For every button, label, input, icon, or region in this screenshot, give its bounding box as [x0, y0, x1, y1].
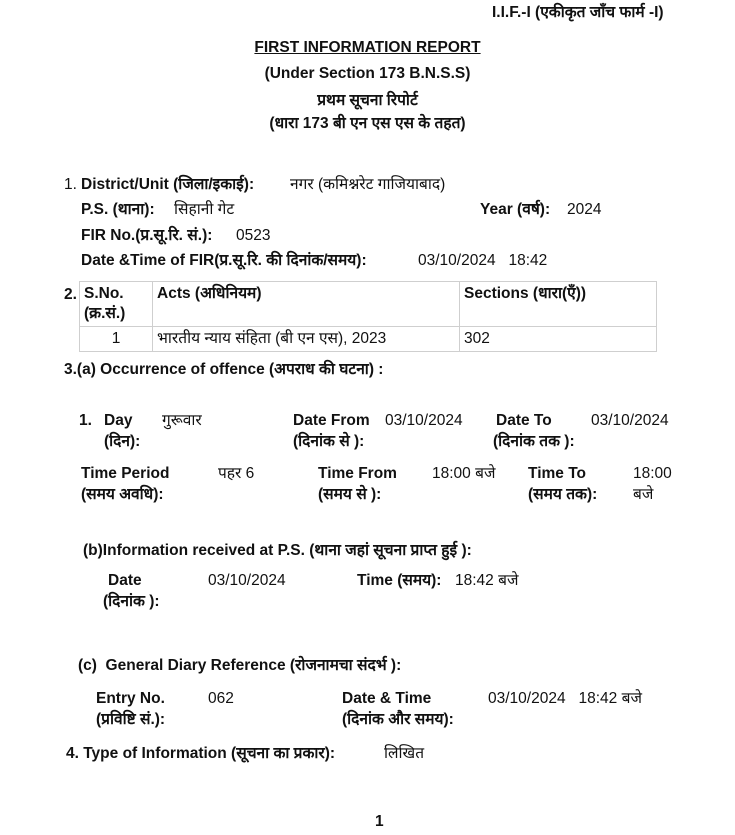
general-diary-heading: (c) General Diary Reference (रोजनामचा संदर्भ ): — [78, 657, 402, 674]
sections-header: Sections (धारा(एँ)) — [460, 282, 657, 327]
report-title-hindi: प्रथम सूचना रिपोर्ट — [317, 92, 418, 109]
date-to-label: Date To — [496, 412, 552, 429]
acts-header: Acts (अधिनियम) — [153, 282, 460, 327]
sno-header-hi: (क्र.सं.) — [84, 305, 126, 322]
district-label: District/Unit (जिला/इकाई): — [81, 176, 255, 193]
info-time-value: 18:42 बजे — [455, 572, 519, 589]
district-value: नगर (कमिश्नरेट गाजियाबाद) — [290, 176, 446, 193]
year-label: Year (वर्ष): — [480, 201, 551, 218]
page-number: 1 — [375, 813, 384, 830]
ps-value: सिहानी गेट — [174, 201, 235, 218]
info-received-heading: (b)Information received at P.S. (थाना जहां सूचना प्राप्त हुई ): — [83, 542, 472, 559]
time-to-unit: बजे — [633, 486, 654, 503]
entry-number-value: 062 — [208, 690, 234, 707]
gd-datetime-value: 03/10/2024 18:42 बजे — [488, 690, 642, 707]
day-value: गुरूवार — [162, 412, 202, 429]
entry-number-label: Entry No. — [96, 690, 165, 707]
info-type-label: 4. Type of Information (सूचना का प्रकार): — [66, 745, 336, 762]
info-type-value: लिखित — [384, 745, 425, 762]
time-to-label: Time To — [528, 465, 586, 482]
gd-datetime-label: Date & Time — [342, 690, 432, 707]
gd-datetime-label-hindi: (दिनांक और समय): — [342, 711, 454, 728]
report-title: FIRST INFORMATION REPORT — [254, 39, 481, 56]
day-label-hindi: (दिन): — [104, 433, 141, 450]
time-period-value: पहर 6 — [218, 465, 255, 482]
sno-header-en: S.No. — [84, 285, 124, 302]
fir-datetime-label: Date &Time of FIR(प्र.सू.रि. की दिनांक/समय): — [81, 252, 367, 269]
table-row — [80, 327, 657, 352]
form-code: I.I.F.-I (एकीकृत जाँच फार्म -I) — [492, 4, 664, 21]
day-number: 1. — [79, 412, 92, 429]
info-date-label: Date — [108, 572, 142, 589]
info-time-label: Time (समय): — [357, 572, 442, 589]
info-date-label-hindi: (दिनांक ): — [103, 593, 160, 610]
sno-header — [80, 282, 153, 327]
occurrence-heading: 3.(a) Occurrence of offence (अपराध की घटना) : — [64, 361, 384, 378]
time-from-value: 18:00 बजे — [432, 465, 496, 482]
time-from-label-hindi: (समय से ): — [318, 486, 382, 503]
report-subtitle-hindi: (धारा 173 बी एन एस एस के तहत) — [269, 115, 466, 132]
year-value: 2024 — [567, 201, 602, 218]
section2-number: 2. — [64, 286, 77, 303]
fir-number-value: 0523 — [236, 227, 271, 244]
row-sno: 1 — [80, 327, 153, 352]
time-period-label-hindi: (समय अवधि): — [81, 486, 164, 503]
acts-table — [79, 281, 657, 352]
time-to-value: 18:00 — [633, 465, 672, 482]
section1-number: 1. — [64, 176, 77, 193]
row-act: भारतीय न्याय संहिता (बी एन एस), 2023 — [153, 327, 460, 352]
date-from-label-hindi: (दिनांक से ): — [293, 433, 365, 450]
time-period-label: Time Period — [81, 465, 170, 482]
date-from-value: 03/10/2024 — [385, 412, 463, 429]
time-to-label-hindi: (समय तक): — [528, 486, 598, 503]
ps-label: P.S. (थाना): — [81, 201, 155, 218]
date-from-label: Date From — [293, 412, 370, 429]
row-section: 302 — [460, 327, 657, 352]
day-label: Day — [104, 412, 133, 429]
fir-number-label: FIR No.(प्र.सू.रि. सं.): — [81, 227, 213, 244]
date-to-label-hindi: (दिनांक तक ): — [493, 433, 575, 450]
time-from-label: Time From — [318, 465, 397, 482]
fir-datetime-value: 03/10/2024 18:42 — [418, 252, 548, 269]
date-to-value: 03/10/2024 — [591, 412, 669, 429]
info-date-value: 03/10/2024 — [208, 572, 286, 589]
acts-table-header — [80, 282, 657, 327]
report-subtitle: (Under Section 173 B.N.S.S) — [264, 65, 471, 82]
entry-number-label-hindi: (प्रविष्टि सं.): — [96, 711, 166, 728]
